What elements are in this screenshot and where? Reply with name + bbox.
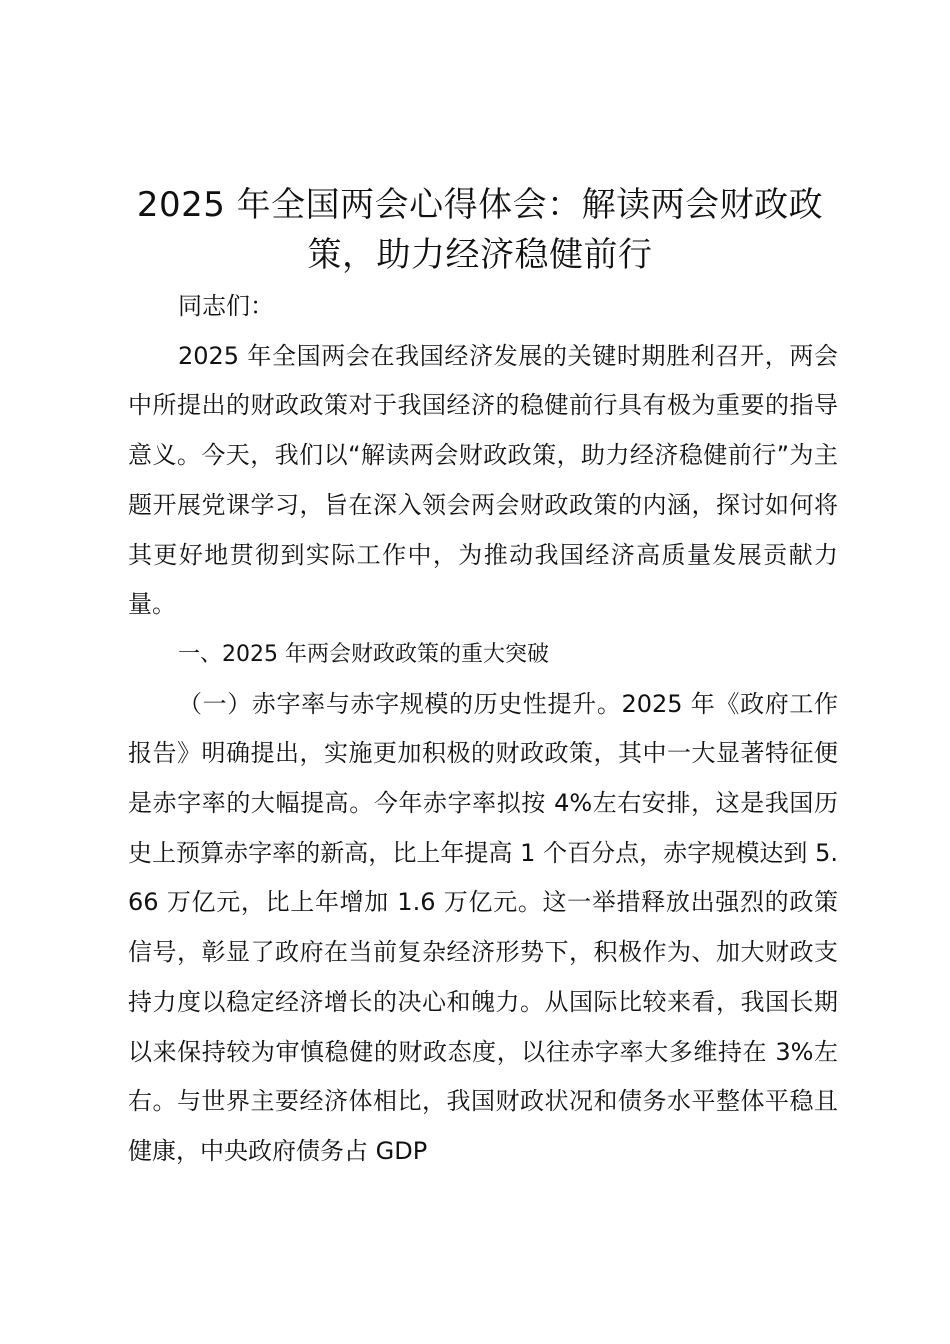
salutation: 同志们： <box>178 292 274 320</box>
document-body <box>128 282 838 1177</box>
body-paragraph: （一）赤字率与赤字规模的历史性提升。2025 年《政府工作报告》明确提出，实施更加积极的财政政策，其中一大显著特征便是赤字率的大幅提高。今年赤字率拟按 4%左右安排，这是我国历史上预算赤字率的新高，比上年提高 1 个百分点，赤字规模达到 5.66 万亿元，比上年增加 1.6 万亿元。这一举措释放出强烈的政策信号，彰显了政府在当前复杂经济形势下，积极作为、加大财政支持力度以稳定经济增长的决心和魄力。从国际比较来看，我国长期以来保持较为审慎稳健的财政态度，以往赤字率大多维持在 3%左右。与世界主要经济体相比，我国财政状况和债务水平整体平稳且健康，中央政府债务占 GDP <box>128 689 838 1165</box>
document-title: 2025 年全国两会心得体会：解读两会财政政策，助力经济稳健前行 <box>136 185 824 275</box>
section-heading: 一、2025 年两会财政政策的重大突破 <box>178 641 549 667</box>
intro-paragraph: 2025 年全国两会在我国经济发展的关键时期胜利召开，两会中所提出的财政政策对于我国经济的稳健前行具有极为重要的指导意义。今天，我们以“解读两会财政政策，助力经济稳健前行”为主题开展党课学习，旨在深入领会两会财政政策的内涵，探讨如何将其更好地贯彻到实际工作中，为推动我国经济高质量发展贡献力量。 <box>128 341 838 619</box>
